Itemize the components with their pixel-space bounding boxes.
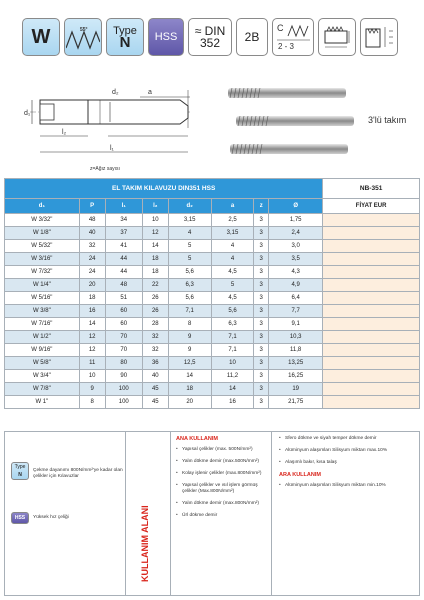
- hss-mini-badge: HSS: [11, 512, 29, 524]
- table-cell: 5,6: [168, 266, 211, 279]
- type-n-mini-badge: [11, 462, 29, 480]
- table-cell: 20: [168, 396, 211, 409]
- price-cell: [323, 370, 420, 383]
- legend-column: [5, 432, 125, 595]
- main-usage-list: [176, 447, 265, 519]
- table-cell: 6,4: [269, 292, 323, 305]
- table-cell: 10: [211, 357, 254, 370]
- table-cell: 44: [105, 253, 142, 266]
- table-cell: W 1": [5, 396, 80, 409]
- table-cell: 6,3: [211, 318, 254, 331]
- table-cell: 3: [254, 279, 269, 292]
- thread-type-badge: [22, 18, 60, 56]
- table-cell: 18: [142, 253, 168, 266]
- table-cell: 100: [105, 396, 142, 409]
- usage-item: • Yalın dökme demir (max.500N/mm²): [176, 459, 265, 465]
- tap-2: [236, 116, 354, 126]
- table-cell: 3: [254, 253, 269, 266]
- table-cell: 18: [79, 292, 105, 305]
- price-cell: [323, 383, 420, 396]
- table-cell: 14: [142, 240, 168, 253]
- table-cell: 4,5: [211, 292, 254, 305]
- table-cell: 16: [211, 396, 254, 409]
- table-cell: 10: [142, 214, 168, 227]
- table-cell: 24: [79, 266, 105, 279]
- secondary-usage-title: ARA KULLANIM: [279, 472, 321, 478]
- table-cell: 3: [254, 227, 269, 240]
- price-cell: [323, 331, 420, 344]
- label-d1: d₁: [24, 110, 31, 117]
- tap-geometry-icon: [321, 23, 353, 51]
- table-cell: 26: [142, 305, 168, 318]
- table-cell: 70: [105, 344, 142, 357]
- din-badge: [188, 18, 232, 56]
- label-l2: l₂: [62, 129, 67, 136]
- thread-angle-label: 55°: [80, 27, 88, 33]
- table-cell: 40: [79, 227, 105, 240]
- product-code: NB-351: [323, 179, 420, 199]
- table-cell: W 5/16": [5, 292, 80, 305]
- table-row: [5, 305, 420, 318]
- table-cell: W 7/8": [5, 383, 80, 396]
- table-cell: 24: [79, 253, 105, 266]
- table-cell: 9,1: [269, 318, 323, 331]
- table-cell: 9: [168, 331, 211, 344]
- table-cell: 3,0: [269, 240, 323, 253]
- tolerance-badge: [236, 18, 268, 56]
- legend2-text: Yüksek hız çeliği: [33, 515, 69, 520]
- usage-vertical-title: KULLANIM ALANI: [140, 505, 150, 582]
- table-row: [5, 227, 420, 240]
- table-cell: W 3/4": [5, 370, 80, 383]
- price-cell: [323, 344, 420, 357]
- table-cell: 3: [254, 370, 269, 383]
- usage-title-column: [125, 432, 171, 595]
- table-cell: W 7/16": [5, 318, 80, 331]
- hss-label: HSS: [154, 31, 178, 43]
- table-cell: 3: [254, 331, 269, 344]
- table-cell: W 3/32": [5, 214, 80, 227]
- column-header: a: [211, 199, 254, 214]
- table-cell: 45: [142, 383, 168, 396]
- main-usage-column: [170, 432, 272, 595]
- table-cell: 16,25: [269, 370, 323, 383]
- table-cell: W 1/4": [5, 279, 80, 292]
- table-cell: 12: [142, 227, 168, 240]
- table-cell: 3,15: [211, 227, 254, 240]
- table-cell: 16: [79, 305, 105, 318]
- table-row: [5, 357, 420, 370]
- table-row: [5, 279, 420, 292]
- table-cell: 2,4: [269, 227, 323, 240]
- table-cell: 1,75: [269, 214, 323, 227]
- table-row: [5, 214, 420, 227]
- mini-type-label: Type: [14, 464, 26, 470]
- table-row: [5, 253, 420, 266]
- table-cell: W 5/8": [5, 357, 80, 370]
- table-row: [5, 396, 420, 409]
- chamfer-icon: [274, 22, 312, 52]
- table-cell: 12: [79, 344, 105, 357]
- table-cell: W 3/8": [5, 305, 80, 318]
- table-cell: 4,3: [269, 266, 323, 279]
- table-cell: 3: [254, 292, 269, 305]
- secondary-usage-list: [279, 483, 414, 489]
- table-cell: 18: [168, 383, 211, 396]
- set-caption: 3'lü takım: [368, 115, 407, 125]
- table-cell: 3: [254, 383, 269, 396]
- column-header: P: [79, 199, 105, 214]
- table-cell: W 5/32": [5, 240, 80, 253]
- table-cell: 3: [254, 318, 269, 331]
- table-cell: 7,7: [269, 305, 323, 318]
- spec-table: [4, 178, 420, 409]
- table-cell: 4,5: [211, 266, 254, 279]
- table-row: [5, 383, 420, 396]
- column-header: z: [254, 199, 269, 214]
- column-header: d₁: [5, 199, 80, 214]
- tap-3: [230, 144, 348, 154]
- table-cell: 20: [79, 279, 105, 292]
- table-cell: 5,6: [211, 305, 254, 318]
- label-l1: l₁: [110, 145, 114, 152]
- table-cell: 21,75: [269, 396, 323, 409]
- price-cell: [323, 357, 420, 370]
- table-title: EL TAKIM KILAVUZU DIN351 HSS: [5, 179, 323, 199]
- column-header: l₁: [105, 199, 142, 214]
- table-cell: 22: [142, 279, 168, 292]
- table-cell: 4: [211, 253, 254, 266]
- table-cell: W 7/32": [5, 266, 80, 279]
- table-cell: 3: [254, 396, 269, 409]
- usage-item: • Sfero dökme ve siyah temper dökme demir: [279, 436, 414, 442]
- table-cell: 3: [254, 305, 269, 318]
- label-d2: d₂: [112, 89, 119, 96]
- table-cell: 5: [211, 279, 254, 292]
- table-cell: 40: [142, 370, 168, 383]
- price-cell: [323, 292, 420, 305]
- table-cell: 5,6: [168, 292, 211, 305]
- tolerance-label: 2B: [244, 30, 260, 44]
- table-cell: 14: [211, 383, 254, 396]
- table-cell: 14: [168, 370, 211, 383]
- table-cell: W 1/8": [5, 227, 80, 240]
- usage-item: • Alaşımlı bakır, kısa talaş: [279, 460, 414, 466]
- tap-1: [228, 88, 346, 98]
- table-cell: 19: [269, 383, 323, 396]
- table-cell: 44: [105, 266, 142, 279]
- table-cell: 4,9: [269, 279, 323, 292]
- mini-type-value: N: [18, 472, 22, 478]
- price-cell: [323, 318, 420, 331]
- usage-item: • Ürl dökme demir: [176, 513, 265, 519]
- usage-item: • Yalın dökme demir (max.800N/mm²): [176, 501, 265, 507]
- tap-set-photo: [218, 80, 358, 168]
- thread-type-label: W: [31, 26, 51, 48]
- table-cell: 37: [105, 227, 142, 240]
- table-cell: 11: [79, 357, 105, 370]
- table-cell: 3,15: [168, 214, 211, 227]
- column-header: d₂: [168, 199, 211, 214]
- price-cell: [323, 396, 420, 409]
- table-cell: 2,5: [211, 214, 254, 227]
- table-cell: 7,1: [211, 331, 254, 344]
- right-usage-list: [279, 436, 414, 466]
- chamfer-range: 2 - 3: [278, 42, 295, 51]
- tap-geometry-badge: [318, 18, 356, 56]
- thread-profile-icon: [66, 24, 100, 50]
- table-cell: 12: [79, 331, 105, 344]
- feature-badges: [22, 18, 404, 58]
- price-cell: [323, 266, 420, 279]
- hss-badge: [148, 18, 184, 56]
- din-prefix: ≈ DIN: [194, 24, 226, 38]
- table-cell: W 1/2": [5, 331, 80, 344]
- usage-item: • Alüminyum alaşımları Silisyum miktarı max.10%: [279, 448, 414, 454]
- label-a: a: [148, 89, 152, 96]
- table-cell: 28: [142, 318, 168, 331]
- type-label: Type: [113, 25, 137, 37]
- table-cell: 32: [79, 240, 105, 253]
- din-value: 352: [199, 36, 221, 50]
- table-cell: 3: [254, 240, 269, 253]
- table-cell: 60: [105, 318, 142, 331]
- table-cell: W 9/16": [5, 344, 80, 357]
- table-cell: 5: [168, 253, 211, 266]
- table-cell: 12,5: [168, 357, 211, 370]
- table-cell: 11,2: [211, 370, 254, 383]
- table-cell: 70: [105, 331, 142, 344]
- right-usage-column: [273, 432, 420, 595]
- table-cell: 36: [142, 357, 168, 370]
- table-cell: 45: [142, 396, 168, 409]
- usage-item: • Kolay işlenir çelikler (max.800N/mm²): [176, 471, 265, 477]
- table-cell: 5: [168, 240, 211, 253]
- table-cell: 48: [79, 214, 105, 227]
- drawing-caption: z=Ağız sayısı: [90, 166, 120, 172]
- table-row: [5, 344, 420, 357]
- table-row: [5, 266, 420, 279]
- table-cell: 3,5: [269, 253, 323, 266]
- column-header: Ø: [269, 199, 323, 214]
- thread-profile-badge: [64, 18, 102, 56]
- table-cell: 32: [142, 331, 168, 344]
- type-value: N: [119, 34, 131, 51]
- table-cell: 8: [168, 318, 211, 331]
- table-cell: 13,25: [269, 357, 323, 370]
- price-cell: [323, 305, 420, 318]
- table-cell: 3: [254, 344, 269, 357]
- price-cell: [323, 214, 420, 227]
- table-cell: 3: [254, 266, 269, 279]
- table-cell: 10: [79, 370, 105, 383]
- chamfer-letter: C: [277, 23, 284, 33]
- table-cell: 7,1: [211, 344, 254, 357]
- tap-technical-drawing: [10, 70, 200, 180]
- table-cell: 90: [105, 370, 142, 383]
- table-cell: 4: [211, 240, 254, 253]
- usage-area: [4, 431, 420, 596]
- table-cell: 34: [105, 214, 142, 227]
- table-cell: 80: [105, 357, 142, 370]
- price-cell: [323, 279, 420, 292]
- table-row: [5, 370, 420, 383]
- table-row: [5, 292, 420, 305]
- column-header: l₂: [142, 199, 168, 214]
- table-cell: 9: [79, 383, 105, 396]
- table-cell: 7,1: [168, 305, 211, 318]
- table-cell: 3: [254, 357, 269, 370]
- table-cell: W 3/16": [5, 253, 80, 266]
- table-cell: 18: [142, 266, 168, 279]
- table-cell: 4: [168, 227, 211, 240]
- table-cell: 26: [142, 292, 168, 305]
- table-cell: 10,3: [269, 331, 323, 344]
- table-row: [5, 240, 420, 253]
- main-usage-title: ANA KULLANIM: [176, 436, 218, 442]
- price-cell: [323, 253, 420, 266]
- legend1-text: Çekme dayanımı 800N/mm²'ye kadar olan çelikler için Kılavuzlar: [33, 468, 123, 479]
- table-cell: 51: [105, 292, 142, 305]
- table-cell: 9: [168, 344, 211, 357]
- table-row: [5, 331, 420, 344]
- thread-depth-badge: [360, 18, 398, 56]
- type-badge: [106, 18, 144, 56]
- table-cell: 14: [79, 318, 105, 331]
- table-cell: 3: [254, 214, 269, 227]
- table-row: [5, 318, 420, 331]
- chamfer-badge: [272, 18, 314, 56]
- table-cell: 48: [105, 279, 142, 292]
- column-header: FİYAT EUR: [323, 199, 420, 214]
- usage-item: • Alüminyum alaşımları Silisyum miktarı min.10%: [279, 483, 414, 489]
- thread-depth-icon: [363, 23, 395, 51]
- table-cell: 8: [79, 396, 105, 409]
- table-cell: 32: [142, 344, 168, 357]
- usage-item: • Yapısal çelikler (max. 500N/mm²): [176, 447, 265, 453]
- table-cell: 41: [105, 240, 142, 253]
- usage-item: • Yapısal çelikler ve ısıl işlem görmüş çelikler (Max.800N/mm²): [176, 483, 265, 495]
- price-cell: [323, 240, 420, 253]
- price-cell: [323, 227, 420, 240]
- table-cell: 60: [105, 305, 142, 318]
- table-cell: 11,8: [269, 344, 323, 357]
- table-cell: 6,3: [168, 279, 211, 292]
- table-cell: 100: [105, 383, 142, 396]
